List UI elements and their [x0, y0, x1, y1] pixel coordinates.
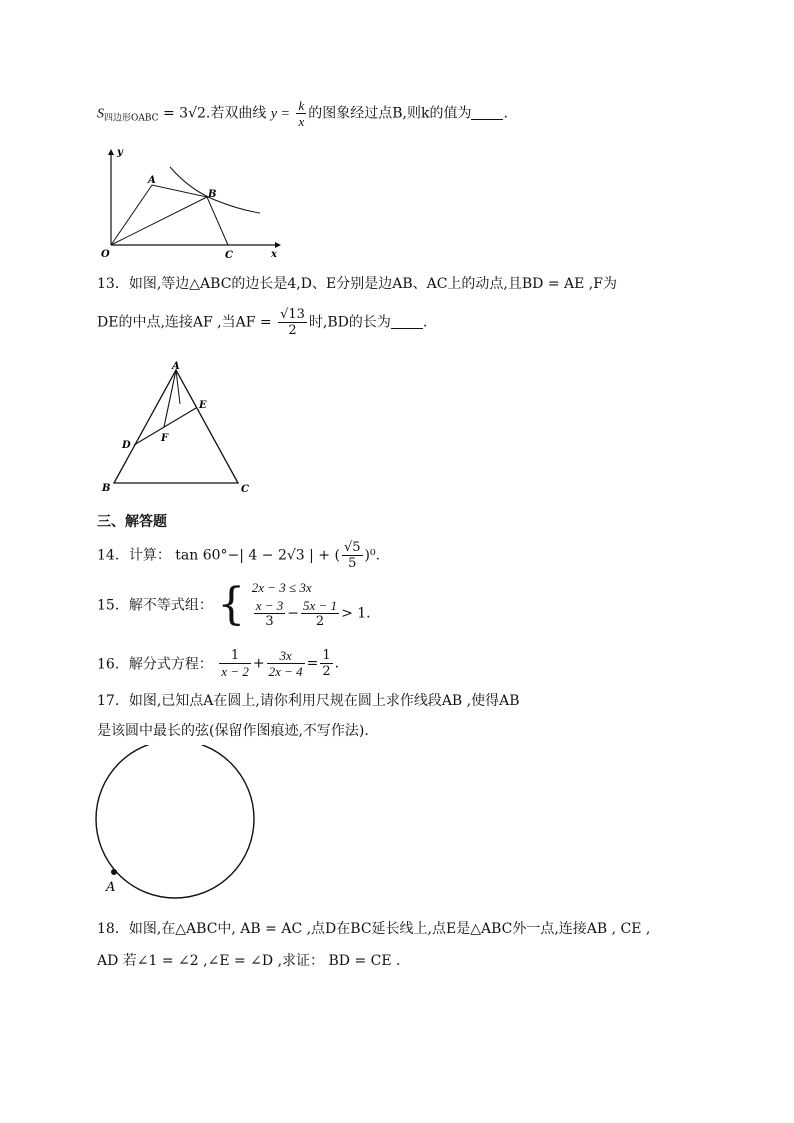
fraction-denominator: 2 [322, 664, 331, 679]
fraction-1 [254, 598, 286, 629]
q16-period: . [334, 655, 340, 672]
triangle-ABC [114, 370, 238, 483]
inequality-1: 2x − 3 ≤ 3x [251, 580, 312, 595]
q17-line2: 是该圆中最长的弦(保留作图痕迹,不写作法). [97, 723, 369, 739]
fraction-numerator: √13 [280, 307, 305, 322]
plus-sign: + [252, 655, 265, 672]
fraction-numerator: √5 [343, 540, 361, 555]
segment-OB [111, 197, 207, 245]
answer-blank [471, 107, 503, 120]
y-axis-arrow [108, 149, 114, 155]
point-A [111, 869, 117, 875]
fraction-denominator: x − 2 [221, 664, 249, 679]
fraction-numerator: 1 [219, 648, 251, 664]
q13-line1: 13．如图,等边△ABC的边长是4,D、E分别是边AB、AC上的动点,且BD = AE ,F为 [97, 276, 617, 292]
fraction-denominator: 2 [288, 323, 297, 338]
q16-label: 16．解分式方程： [97, 656, 213, 673]
label-A: A [106, 880, 116, 895]
label-A: A [148, 175, 156, 186]
answer-blank [391, 316, 423, 329]
q15-label: 15．解不等式组： [97, 597, 213, 614]
q12-period: . [503, 105, 508, 122]
label-y: y [117, 147, 123, 158]
q15-period: . [366, 605, 371, 622]
figure-q12-hyperbola [95, 145, 285, 265]
area-symbol: S [97, 106, 104, 122]
fraction-denominator: 5 [348, 556, 357, 571]
minus-sign: − [287, 605, 300, 622]
label-B: B [102, 483, 111, 494]
fraction-numerator: k [298, 98, 305, 113]
label-D: D [122, 440, 131, 451]
fraction-numerator: x − 3 [255, 598, 284, 613]
fraction-1 [219, 648, 251, 679]
section-title: 三、解答题 [97, 514, 167, 530]
fraction-2 [267, 648, 305, 679]
label-O: O [101, 249, 110, 260]
label-x: x [271, 249, 277, 260]
q14-text-b: )⁰. [364, 547, 381, 564]
sqrt5-over-5-fraction [342, 540, 363, 571]
fraction-denominator: 2 [315, 614, 325, 629]
x-axis-arrow [275, 242, 281, 248]
fraction-denominator: x [298, 114, 305, 129]
sqrt13-over-2-fraction [278, 307, 307, 338]
q14-line [97, 540, 380, 571]
q13-text-a: DE的中点,连接AF ,当AF = [97, 314, 272, 331]
q12-text-b: 的图象经过点B,则k的值为 [308, 105, 472, 122]
fraction-3 [320, 648, 332, 679]
fraction-numerator: 1 [322, 648, 331, 663]
label-C: C [241, 484, 249, 495]
k-over-x-fraction [296, 98, 306, 129]
greater-than-one: > 1 [341, 605, 367, 622]
inequality-system [252, 580, 371, 629]
segment-AF [164, 370, 176, 427]
q16-line [97, 648, 339, 679]
q13-line2 [97, 307, 427, 338]
q18-line1: 18．如图,在△ABC中, AB = AC ,点D在BC延长线上,点E是△ABC外一点,连接AB , CE , [97, 921, 651, 937]
circle [96, 745, 254, 898]
inequality-2 [252, 598, 371, 629]
area-subscript: 四边形OABC [104, 113, 159, 124]
area-value: = 3√2 [163, 105, 206, 122]
q13-text-b: 时,BD的长为 [308, 314, 391, 331]
q12-line [97, 98, 508, 129]
function-lhs: y = [270, 106, 290, 122]
label-B: B [208, 189, 217, 200]
fraction-denominator: 2x − 4 [268, 664, 303, 679]
label-F: F [161, 433, 169, 444]
fraction-denominator: 3 [265, 614, 274, 629]
fraction-2 [301, 598, 339, 629]
q12-text-a: .若双曲线 [205, 105, 267, 122]
fraction-numerator: 3x [267, 648, 305, 664]
q13-period: . [422, 314, 428, 331]
label-C: C [225, 250, 233, 261]
q15-line [97, 580, 371, 629]
q18-line2: AD 若∠1 = ∠2 ,∠E = ∠D ,求证： BD = CE . [97, 953, 401, 969]
equals-sign: = [306, 655, 319, 672]
figure-q13-triangle [98, 360, 258, 495]
q14-text-a: 14．计算： tan 60°−| 4 − 2√3 | + ( [97, 547, 340, 564]
q17-line1: 17．如图,已知点A在圆上,请你利用尺规在圆上求作线段AB ,使得AB [97, 693, 520, 709]
label-A: A [172, 361, 180, 372]
fraction-numerator: 5x − 1 [303, 598, 338, 613]
label-E: E [199, 400, 207, 411]
figure-q17-circle [90, 745, 260, 905]
system-brace: { [217, 578, 246, 630]
